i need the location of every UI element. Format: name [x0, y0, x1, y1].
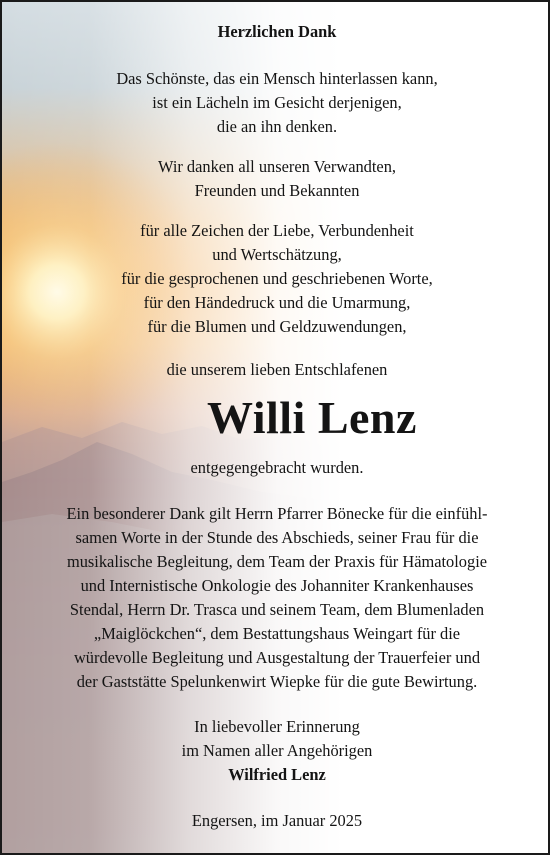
special-thanks-line: Ein besonderer Dank gilt Herrn Pfarrer Bönecke für die einfühl-	[66, 504, 488, 523]
special-thanks-line: Stendal, Herrn Dr. Trasca und seinem Team, dem Blumenladen	[69, 600, 485, 619]
special-thanks-line: der Gaststätte Spelunkenwirt Wiepke für die gute Bewirtung.	[76, 672, 478, 691]
thanks-list-line: für die Blumen und Geldzuwendungen,	[147, 317, 407, 336]
quote-line: Das Schönste, das ein Mensch hinterlassen kann,	[116, 69, 438, 88]
thanks-list-line: für die gesprochenen und geschriebenen Worte,	[121, 269, 433, 288]
thanks-list-line: für alle Zeichen der Liebe, Verbundenheit	[140, 221, 414, 240]
notice-heading: Herzlichen Dank	[217, 22, 337, 41]
closing-line: In liebevoller Erinnerung	[194, 717, 360, 736]
thanks-intro-line: Freunden und Bekannten	[194, 181, 360, 200]
notice-content	[2, 2, 550, 855]
dedication-end-line: entgegengebracht wurden.	[190, 458, 364, 477]
quote-line: die an ihn denken.	[216, 117, 338, 136]
special-thanks-line: samen Worte in der Stunde des Abschieds, seiner Frau für die	[75, 528, 479, 547]
thanks-list-line: und Wertschätzung,	[212, 245, 342, 264]
thanks-intro-line: Wir danken all unseren Verwandten,	[158, 157, 396, 176]
signatory-name: Wilfried Lenz	[228, 765, 326, 784]
quote-line: ist ein Lächeln im Gesicht derjenigen,	[152, 93, 402, 112]
place-date: Engersen, im Januar 2025	[191, 811, 363, 830]
deceased-name: Willi Lenz	[207, 392, 417, 443]
special-thanks-line: „Maiglöckchen“, dem Bestattungshaus Weingart für die	[93, 624, 461, 643]
thanks-list-line: für den Händedruck und die Umarmung,	[143, 293, 411, 312]
closing-line: im Namen aller Angehörigen	[181, 741, 373, 760]
special-thanks-line: und Internistische Onkologie des Johanniter Krankenhauses	[80, 576, 474, 595]
special-thanks-line: musikalische Begleitung, dem Team der Praxis für Hämatologie	[66, 552, 488, 571]
dedication-line: die unserem lieben Entschlafenen	[166, 360, 388, 379]
special-thanks-line: würdevolle Begleitung und Ausgestaltung der Trauerfeier und	[73, 648, 481, 667]
